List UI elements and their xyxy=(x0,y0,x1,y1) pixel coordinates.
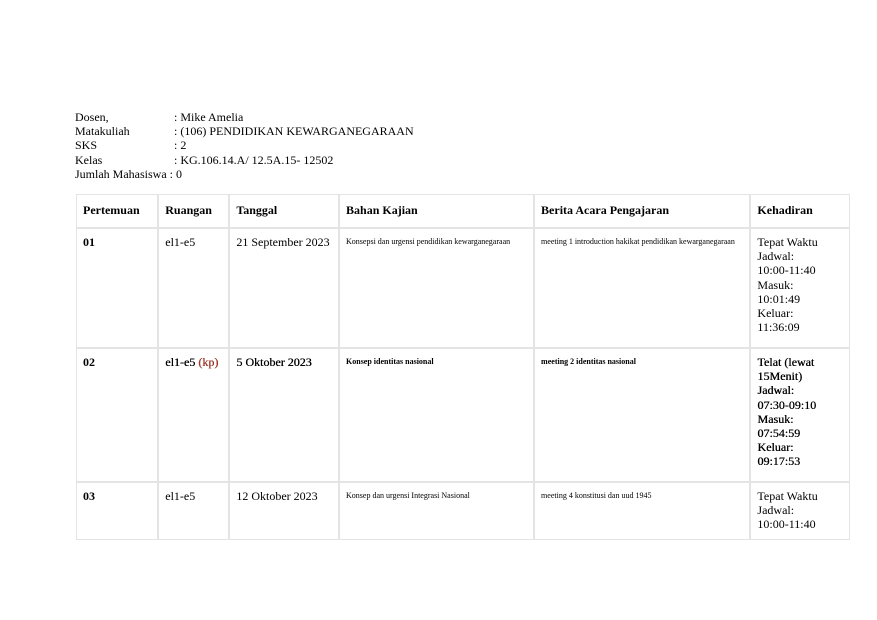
header-ruangan: Ruangan xyxy=(159,195,228,227)
dosen-row xyxy=(75,110,414,124)
masuk-label: Masuk: xyxy=(757,411,794,426)
masuk-value: 10:01:49 xyxy=(757,291,801,306)
header-tanggal: Tanggal xyxy=(230,195,338,227)
pertemuan-cell: 02 xyxy=(77,349,157,481)
ruangan-cell xyxy=(159,349,228,481)
keluar-value: 11:36:09 xyxy=(757,320,800,335)
jadwal-label: Jadwal: xyxy=(757,503,795,518)
bahan-kajian-cell: Konsep identitas nasional xyxy=(340,349,533,481)
keluar-value: 09:17:53 xyxy=(757,454,801,469)
bahan-kajian-cell: Konsepsi dan urgensi pendidikan kewarganegaraan xyxy=(340,229,533,347)
header-pertemuan: Pertemuan xyxy=(77,195,157,227)
dosen-label: Dosen, xyxy=(75,110,109,124)
kehadiran-status: Telat (lewat 15Menit) xyxy=(757,355,815,384)
ruangan-text: el1-e5 xyxy=(165,235,196,249)
matakuliah-row xyxy=(75,124,414,138)
kelas-label: Kelas xyxy=(75,152,103,167)
jadwal-value: 07:30-09:10 xyxy=(757,397,817,412)
kehadiran-status: Tepat Waktu xyxy=(757,235,818,249)
pertemuan-cell: 01 xyxy=(77,229,157,347)
tanggal-cell: 5 Oktober 2023 xyxy=(230,349,338,481)
bahan-kajian-cell: Konsep dan urgensi Integrasi Nasional xyxy=(340,483,533,539)
tanggal-cell: 21 September 2023 xyxy=(230,229,338,347)
jadwal-label: Jadwal: xyxy=(757,383,795,398)
matakuliah-label: Matakuliah xyxy=(75,124,130,139)
table-row xyxy=(77,349,849,481)
dosen-value: : Mike Amelia xyxy=(174,110,244,124)
matakuliah-value: : (106) PENDIDIKAN KEWARGANEGARAAN xyxy=(174,124,414,139)
masuk-value: 07:54:59 xyxy=(757,426,801,441)
ruangan-cell xyxy=(159,229,228,347)
berita-acara-cell: meeting 2 identitas nasional xyxy=(535,349,749,481)
jumlah-label: Jumlah Mahasiswa xyxy=(75,166,167,181)
jadwal-value: 10:00-11:40 xyxy=(757,263,816,278)
kehadiran-cell xyxy=(751,349,849,481)
table-row xyxy=(77,483,849,539)
jadwal-value: 10:00-11:40 xyxy=(757,517,816,532)
kehadiran-cell xyxy=(751,229,849,347)
masuk-label: Masuk: xyxy=(757,277,794,292)
berita-acara-cell: meeting 4 konstitusi dan uud 1945 xyxy=(535,483,749,539)
sks-label: SKS xyxy=(75,138,98,153)
kelas-row xyxy=(75,153,414,167)
ruangan-text: el1-e5 xyxy=(165,355,196,369)
keluar-label: Keluar: xyxy=(757,306,794,321)
pertemuan-cell: 03 xyxy=(77,483,157,539)
course-info xyxy=(75,110,414,181)
kehadiran-cell xyxy=(751,483,849,539)
berita-acara-cell: meeting 1 introduction hakikat pendidikan kewarganegaraan xyxy=(535,229,749,347)
sks-row xyxy=(75,138,414,152)
table-row xyxy=(77,229,849,347)
schedule-table xyxy=(75,193,851,541)
tanggal-cell: 12 Oktober 2023 xyxy=(230,483,338,539)
ruangan-text: el1-e5 xyxy=(165,489,196,503)
ruangan-cell xyxy=(159,483,228,539)
keluar-label: Keluar: xyxy=(757,440,794,455)
kelas-value: : KG.106.14.A/ 12.5A.15- 12502 xyxy=(174,152,334,167)
jumlah-row xyxy=(75,167,414,181)
table-header-row xyxy=(77,195,849,227)
jadwal-label: Jadwal: xyxy=(757,249,795,264)
header-bahan-kajian: Bahan Kajian xyxy=(340,195,533,227)
jumlah-value: : 0 xyxy=(169,166,182,181)
ruangan-note: (kp) xyxy=(198,355,219,369)
kehadiran-status: Tepat Waktu xyxy=(757,489,818,503)
sks-value: : 2 xyxy=(174,138,187,153)
header-berita-acara: Berita Acara Pengajaran xyxy=(535,195,749,227)
header-kehadiran: Kehadiran xyxy=(751,195,849,227)
